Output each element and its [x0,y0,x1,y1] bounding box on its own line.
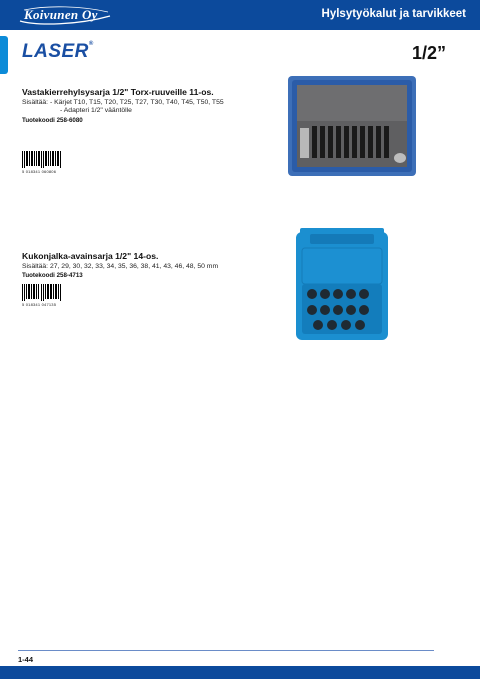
barcode-number: 5 018341 047135 [22,302,57,307]
footer-bar [0,666,480,679]
product-title: Kukonjalka-avainsarja 1/2" 14-os. [22,251,159,261]
product-1 [22,87,282,124]
product-contents: - Adapteri 1/2" vääntölle [60,107,132,115]
product-photo-torx-set [288,76,416,176]
product-title: Vastakierrehylsysarja 1/2" Torx-ruuveille 11-os. [22,87,214,97]
page-number: 1-44 [18,655,34,664]
brand-name: LASER [22,41,89,62]
company-logo: Koivunen Oy [24,7,98,22]
barcode-icon [22,151,62,168]
drive-size-label: 1/2” [411,43,446,63]
footer-rule [18,650,434,651]
product-photo-crowfoot-set [296,228,388,340]
brand-reg-mark: ® [88,41,94,47]
chapter-tab [0,36,8,74]
product-code: Tuotekoodi 258-4713 [22,272,83,280]
product-contents: Sisältää: - Kärjet T10, T15, T20, T25, T27, T30, T40, T45, T50, T55 [22,99,224,106]
product-contents: Sisältää: 27, 29, 30, 32, 33, 34, 35, 36, 38, 41, 43, 46, 48, 50 mm [22,263,219,270]
barcode-icon [22,284,62,301]
section-title: Hylsytyökalut ja tarvikkeet [321,8,466,20]
brand-logo [22,41,94,63]
product-code: Tuotekoodi 258-6080 [22,116,83,124]
product-2 [22,251,282,279]
barcode-number: 5 018341 060806 [22,169,57,174]
